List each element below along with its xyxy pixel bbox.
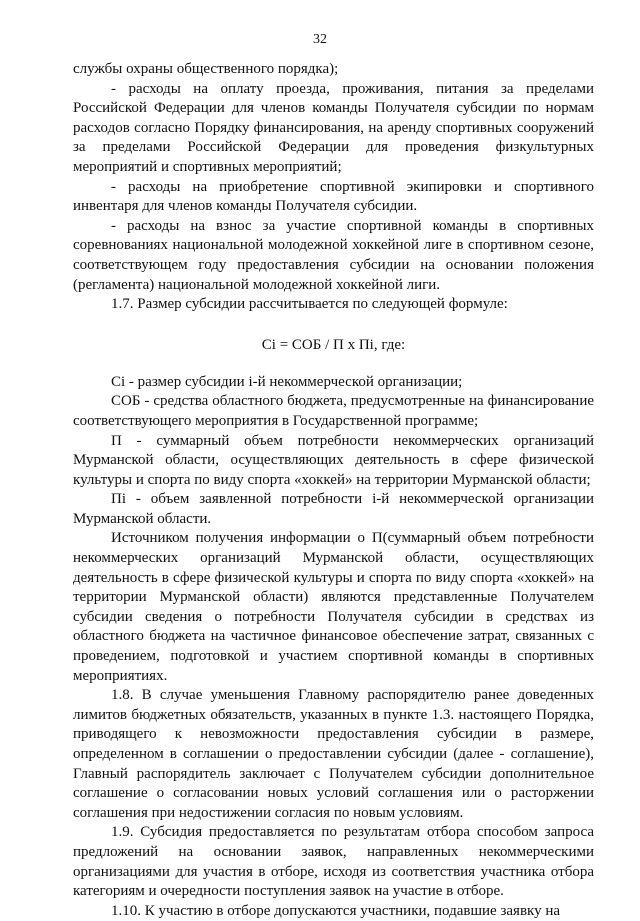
paragraph-expense-fee: - расходы на взнос за участие спортивной команды в спортивных соревнованиях национальной молодежной хоккейной лиге в спортивном сезоне, соответствующем году предоставления субсидии на основании положения (регламента) национальной молодежной хоккейной лиги. [73, 217, 594, 293]
definition-ci: Сi - размер субсидии i-й некоммерческой организации; [111, 373, 463, 390]
definition-p: П - суммарный объем потребности некоммерческих организаций Мурманской области, осуществляющих деятельность в сфере физической культуры и спорта по виду спорта «хоккей» на территории Мурманской области; [73, 432, 594, 488]
subsidy-formula: Сi = СОБ / П х Пi, где: [261, 336, 406, 353]
paragraph-1-7: 1.7. Размер субсидии рассчитывается по следующей формуле: [111, 296, 508, 313]
paragraph-expense-equipment: - расходы на приобретение спортивной экипировки и спортивного инвентаря для членов команды Получателя субсидии. [73, 178, 594, 215]
paragraph-1-10: 1.10. К участию в отборе допускаются участники, подавшие заявку на [111, 902, 561, 919]
page-number: 32 [313, 32, 327, 47]
document-body [73, 60, 594, 921]
paragraph-1-9: 1.9. Субсидия предоставляется по результатам отбора способом запроса предложений на основании заявок, направленных некоммерческими организациями для участия в отборе, исходя из соответствия участника отбора категориям и очередности поступления заявок на участие в отборе. [73, 824, 594, 900]
paragraph-info-source: Источником получения информации о П(суммарный объем потребности некоммерческих организаций Мурманской области, осуществляющих деятельность в сфере физической культуры и спорта по виду спорта «хоккей» на территории Мурманской области) являются представленные Получателем субсидии сведения о потребности Получателя субсидии в средствах из областного бюджета на частичное финансовое обеспечение затрат, связанных с проведением, подготовкой и участием спортивной команды в спортивных мероприятиях. [73, 530, 594, 684]
definition-sob: СОБ - средства областного бюджета, предусмотренные на финансирование соответствующего мероприятия в Государственной программе; [73, 393, 594, 429]
definition-pi: Пi - объем заявленной потребности i-й некоммерческой организации Мурманской области. [73, 491, 594, 527]
paragraph-1: службы охраны общественного порядка); [73, 61, 339, 77]
paragraph-expense-travel: - расходы на оплату проезда, проживания, питания за пределами Российской Федерации для членов команды Получателя субсидии по нормам расходов согласно Порядку финансирования, на аренду спортивных сооружений за пределами Российской Федерации для проведения физкультурных мероприятий и спортивных мероприятий; [73, 80, 594, 175]
paragraph-1-8: 1.8. В случае уменьшения Главному распорядителю ранее доведенных лимитов бюджетных обязательств, указанных в пункте 1.3. настоящего Порядка, приводящего к невозможности предоставления субсидии в размере, определенном в соглашении о предоставлении субсидии (далее - соглашение), Главный распорядитель заключает с Получателем субсидии дополнительное соглашение о согласовании новых условий соглашения или о расторжении соглашения при недостижении согласия по новым условиям. [73, 687, 594, 821]
